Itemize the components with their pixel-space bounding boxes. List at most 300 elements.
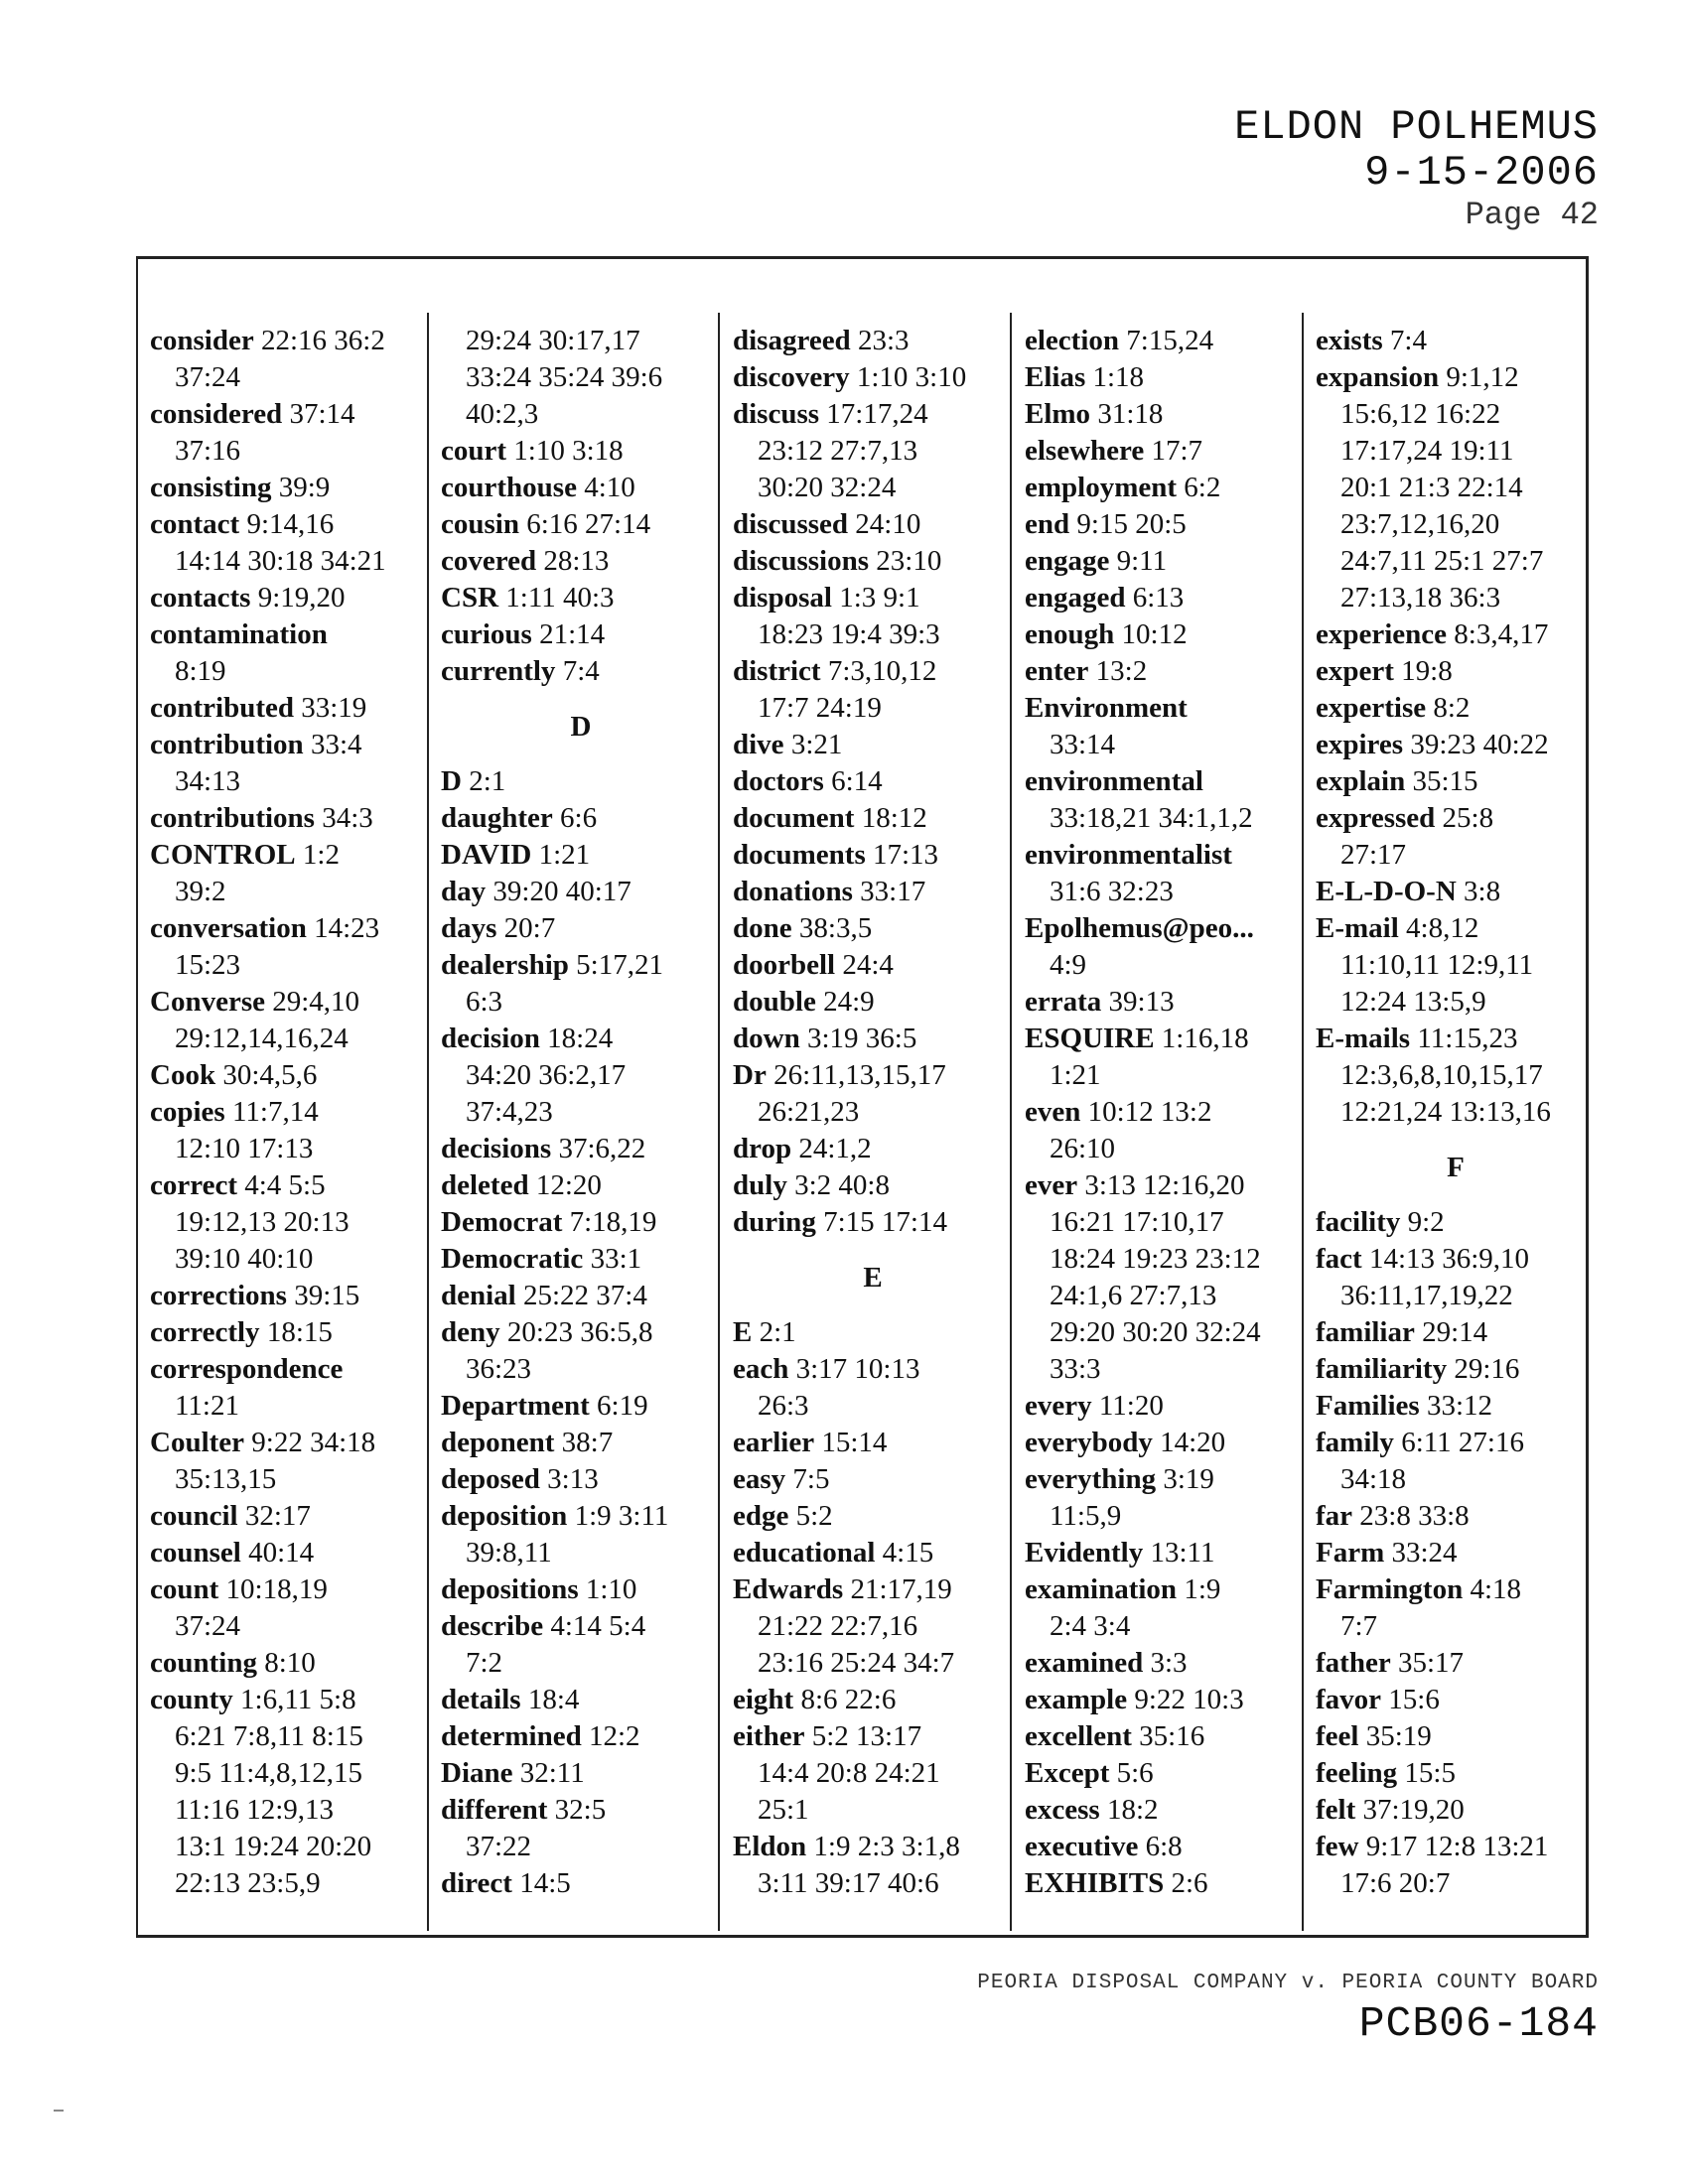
index-term: familiarity [1316,1353,1448,1385]
index-entry-line [441,1792,721,1829]
index-entry-line [733,1718,1013,1755]
index-entry-line [441,1682,721,1718]
index-term: environmental [1025,765,1203,797]
page-line-refs: 6:16 27:14 [526,508,651,540]
index-term: contacts [150,582,251,614]
page-line-refs: 21:17,19 [850,1573,952,1605]
index-term: dealership [441,949,569,981]
index-entry-line [1025,580,1305,616]
index-entry-line [733,1755,1013,1792]
index-entry-line [733,1388,1013,1425]
index-term: either [733,1720,805,1752]
index-entry-line [441,1755,721,1792]
page-line-refs: 38:7 [561,1427,614,1458]
index-entry-line [441,1388,721,1425]
index-entry-line [1025,727,1305,763]
index-entry-line [1316,1314,1596,1351]
index-term: cousin [441,508,519,540]
page-line-refs: 40:2,3 [466,398,539,430]
index-entry-line [1316,1645,1596,1682]
index-term: Democrat [441,1206,563,1238]
index-term: discuss [733,398,820,430]
index-entry-line [1025,1388,1305,1425]
page-line-refs: 9:22 10:3 [1134,1684,1244,1715]
page-line-refs: 4:4 5:5 [244,1169,326,1201]
index-term: documents [733,839,866,871]
page-line-refs: 24:10 [855,508,921,540]
index-term: correctly [150,1316,260,1348]
page-line-refs: 9:11 [1116,545,1168,577]
index-term: contributed [150,692,294,724]
index-entry-line [733,763,1013,800]
index-term: Department [441,1390,590,1422]
page-line-refs: 7:15,24 [1126,325,1214,356]
index-term: contact [150,508,240,540]
index-entry-line [1025,1204,1305,1241]
page-line-refs: 38:3,5 [798,912,873,944]
index-entry-line [1316,947,1596,984]
index-term: engage [1025,545,1110,577]
page-line-refs: 25:8 [1442,802,1494,834]
index-entry-line [733,690,1013,727]
index-entry-line [150,1755,430,1792]
index-entry-line [150,837,430,874]
index-term: environmentalist [1025,839,1232,871]
index-entry-line [1316,1425,1596,1461]
page-line-refs: 26:3 [758,1390,809,1422]
index-entry-line [733,1645,1013,1682]
index-entry-line [150,727,430,763]
index-entry-line [1316,1278,1596,1314]
index-entry-line [733,1792,1013,1829]
index-entry-line [150,1461,430,1498]
index-entry-line [1025,1718,1305,1755]
page-line-refs: 29:12,14,16,24 [175,1023,349,1054]
page-line-refs: 3:13 [547,1463,599,1495]
index-term: doorbell [733,949,836,981]
page-line-refs: 35:16 [1139,1720,1205,1752]
index-entry-line [1025,1094,1305,1131]
index-entry-line [1316,690,1596,727]
index-term: Democratic [441,1243,584,1275]
index-term: courthouse [441,472,577,503]
index-term: conversation [150,912,307,944]
index-entry-line [150,800,430,837]
index-entry-line [1025,1829,1305,1865]
index-term: currently [441,655,556,687]
index-entry-line [1025,1021,1305,1057]
page-line-refs: 39:2 [175,876,226,907]
page-line-refs: 12:2 [589,1720,640,1752]
page-line-refs: 39:10 40:10 [175,1243,314,1275]
index-term: feeling [1316,1757,1398,1789]
page-line-refs: 3:17 10:13 [795,1353,920,1385]
index-entry-line [441,1535,721,1571]
index-entry-line [150,616,430,653]
index-column-2 [441,323,721,1902]
index-term: details [441,1684,521,1715]
page-line-refs: 24:9 [823,986,875,1018]
index-term: E-mail [1316,912,1399,944]
index-entry-line [441,1645,721,1682]
case-caption: PEORIA DISPOSAL COMPANY v. PEORIA COUNTY BOARD [977,1972,1599,1994]
page-line-refs: 33:17 [860,876,926,907]
index-entry-line [1025,1865,1305,1902]
index-entry-line [733,323,1013,359]
index-term: county [150,1684,233,1715]
page-line-refs: 6:6 [560,802,598,834]
index-term: favor [1316,1684,1382,1715]
page-line-refs: 19:12,13 20:13 [175,1206,350,1238]
page-line-refs: 26:10 [1050,1133,1116,1164]
index-term: everybody [1025,1427,1153,1458]
index-entry-line [1025,910,1305,947]
page-line-refs: 6:2 [1184,472,1221,503]
index-entry-line [150,470,430,506]
index-term: excellent [1025,1720,1132,1752]
index-entry-line [1025,1167,1305,1204]
index-entry-line [441,1094,721,1131]
index-entry-line [441,874,721,910]
page-line-refs: 37:4,23 [466,1096,553,1128]
section-letter: E [863,1262,883,1294]
index-entry-line [441,1461,721,1498]
index-term: discussed [733,508,849,540]
page-line-refs: 15:14 [821,1427,888,1458]
index-term: Eldon [733,1831,807,1862]
index-term: expires [1316,729,1404,760]
page-line-refs: 2:1 [759,1316,796,1348]
index-entry-line [150,1131,430,1167]
index-entry-line [733,359,1013,396]
index-entry-line [1316,1204,1596,1241]
page-line-refs: 27:13,18 36:3 [1340,582,1501,614]
page-line-refs: 33:24 [1391,1537,1458,1569]
index-term: consisting [150,472,272,503]
index-term: enough [1025,618,1115,650]
index-term: Elmo [1025,398,1091,430]
index-term: days [441,912,497,944]
index-term: doctors [733,765,824,797]
page-line-refs: 37:16 [175,435,241,467]
index-term: deponent [441,1427,555,1458]
index-term: expertise [1316,692,1427,724]
index-entry-line [733,1608,1013,1645]
page-line-refs: 9:1,12 [1446,361,1519,393]
index-entry-line [150,653,430,690]
index-term: familiar [1316,1316,1415,1348]
index-term: day [441,876,487,907]
index-entry-line [1316,1498,1596,1535]
page-line-refs: 12:24 13:5,9 [1340,986,1486,1018]
index-term: examination [1025,1573,1178,1605]
index-entry-line [150,396,430,433]
index-entry-line [1025,359,1305,396]
page-line-refs: 11:16 12:9,13 [175,1794,335,1826]
index-term: donations [733,876,853,907]
page-line-refs: 17:17,24 19:11 [1340,435,1514,467]
index-entry-line [441,1204,721,1241]
index-entry-line [441,1241,721,1278]
page-line-refs: 11:10,11 12:9,11 [1340,949,1534,981]
page-line-refs: 10:12 13:2 [1087,1096,1212,1128]
index-term: counting [150,1647,257,1679]
page-line-refs: 35:15 [1412,765,1478,797]
page-line-refs: 8:6 22:6 [800,1684,897,1715]
page-line-refs: 32:5 [554,1794,607,1826]
index-term: depositions [441,1573,579,1605]
index-entry-line [733,1167,1013,1204]
index-term: even [1025,1096,1081,1128]
index-term: discussions [733,545,870,577]
page-line-refs: 12:10 17:13 [175,1133,314,1164]
deposition-date: 9-15-2006 [1364,149,1599,197]
index-term: excess [1025,1794,1100,1826]
index-term: fact [1316,1243,1362,1275]
index-term: explain [1316,765,1406,797]
page-line-refs: 9:14,16 [246,508,335,540]
page-line-refs: 15:6,12 16:22 [1340,398,1501,430]
page-line-refs: 37:14 [289,398,355,430]
page-line-refs: 18:24 19:23 23:12 [1050,1243,1261,1275]
page-line-refs: 1:21 [1050,1059,1101,1091]
index-entry-line [733,506,1013,543]
page-line-refs: 33:3 [1050,1353,1101,1385]
index-entry-line [1025,1314,1305,1351]
index-entry-line [733,1682,1013,1718]
index-entry-line [1316,1682,1596,1718]
index-term: district [733,655,821,687]
index-term: copies [150,1096,225,1128]
index-entry-line [733,1571,1013,1608]
page-line-refs: 33:1 [590,1243,642,1275]
index-entry-line [733,1094,1013,1131]
index-entry-line [1316,727,1596,763]
page-line-refs: 1:9 3:11 [574,1500,669,1532]
index-entry-line [441,323,721,359]
index-term: Except [1025,1757,1110,1789]
scan-mark [54,2110,64,2112]
page-line-refs: 6:3 [466,986,503,1018]
index-entry-line [1025,1425,1305,1461]
index-entry-line [150,543,430,580]
page-line-refs: 39:15 [294,1280,360,1311]
index-entry-line [441,1021,721,1057]
page-line-refs: 29:4,10 [272,986,360,1018]
page-line-refs: 1:10 3:10 [856,361,967,393]
page-line-refs: 3:8 [1464,876,1501,907]
index-entry-line [150,1829,430,1865]
page-line-refs: 33:19 [301,692,367,724]
index-entry-line [441,1167,721,1204]
index-term: edge [733,1500,789,1532]
page-line-refs: 29:20 30:20 32:24 [1050,1316,1261,1348]
page-line-refs: 2:4 3:4 [1050,1610,1131,1642]
index-term: document [733,802,855,834]
page-line-refs: 7:4 [562,655,600,687]
page-line-refs: 4:9 [1050,949,1087,981]
page-line-refs: 37:22 [466,1831,532,1862]
index-entry-line [1316,1755,1596,1792]
index-entry-line [733,1204,1013,1241]
page-line-refs: 22:13 23:5,9 [175,1867,321,1899]
page-line-refs: 5:17,21 [576,949,663,981]
index-entry-line [441,800,721,837]
page-line-refs: 4:18 [1470,1573,1522,1605]
page-line-refs: 4:14 5:4 [550,1610,646,1642]
page-line-refs: 24:7,11 25:1 27:7 [1340,545,1544,577]
page-line-refs: 11:5,9 [1050,1500,1122,1532]
index-entry-line [150,1718,430,1755]
page-line-refs: 11:7,14 [231,1096,319,1128]
index-entry-line [1316,1351,1596,1388]
page-line-refs: 29:24 30:17,17 [466,325,640,356]
index-entry-line [1025,1535,1305,1571]
page-line-refs: 6:13 [1132,582,1185,614]
index-entry-line [441,1131,721,1167]
index-entry-line [1025,616,1305,653]
index-entry-line [1025,1278,1305,1314]
index-term: covered [441,545,537,577]
index-entry-line [441,396,721,433]
index-term: describe [441,1610,544,1642]
index-entry-line [1316,874,1596,910]
index-entry-line [1025,1461,1305,1498]
index-term: DAVID [441,839,532,871]
index-entry-line [1025,1682,1305,1718]
index-entry-line [150,910,430,947]
index-term: direct [441,1867,512,1899]
index-entry-line [1025,1351,1305,1388]
index-entry-line [1025,1241,1305,1278]
page-line-refs: 3:3 [1150,1647,1188,1679]
page-line-refs: 1:3 9:1 [839,582,920,614]
index-entry-line [441,947,721,984]
index-entry-line [441,910,721,947]
page-line-refs: 35:19 [1365,1720,1432,1752]
index-term: father [1316,1647,1391,1679]
index-column-1 [150,323,430,1902]
page-line-refs: 40:14 [248,1537,315,1569]
page-line-refs: 30:4,5,6 [222,1059,318,1091]
index-entry-line [1316,1571,1596,1608]
index-term: deny [441,1316,500,1348]
index-entry-line [150,580,430,616]
index-term: expansion [1316,361,1440,393]
page-line-refs: 33:12 [1426,1390,1493,1422]
page-line-refs: 36:11,17,19,22 [1340,1280,1513,1311]
index-term: E-mails [1316,1023,1411,1054]
index-term: deleted [441,1169,529,1201]
page-line-refs: 26:21,23 [758,1096,860,1128]
index-entry-line [1025,763,1305,800]
page-line-refs: 2:6 [1171,1867,1208,1899]
index-term: educational [733,1537,876,1569]
index-term: CONTROL [150,839,296,871]
page-line-refs: 13:1 19:24 20:20 [175,1831,372,1862]
section-letter: D [570,711,592,743]
index-term: errata [1025,986,1102,1018]
index-entry-line [150,359,430,396]
page-line-refs: 23:16 25:24 34:7 [758,1647,955,1679]
page-line-refs: 33:18,21 34:1,1,2 [1050,802,1253,834]
index-term: court [441,435,507,467]
index-entry-line [441,1829,721,1865]
index-entry-line [733,653,1013,690]
index-term: examined [1025,1647,1144,1679]
index-term: decision [441,1023,540,1054]
index-term: expert [1316,655,1394,687]
page-line-refs: 6:14 [831,765,883,797]
page-line-refs: 14:14 30:18 34:21 [175,545,386,577]
page-line-refs: 9:19,20 [257,582,346,614]
index-entry-line [441,763,721,800]
index-entry-line [150,1167,430,1204]
index-term: curious [441,618,532,650]
index-entry-line [1025,1498,1305,1535]
page-line-refs: 23:10 [876,545,942,577]
page-line-refs: 35:17 [1397,1647,1464,1679]
page-line-refs: 10:18,19 [225,1573,328,1605]
index-entry-line [150,690,430,727]
page-line-refs: 9:17 12:8 13:21 [1365,1831,1549,1862]
index-entry-line [1316,1718,1596,1755]
index-term: enter [1025,655,1089,687]
index-term: deposition [441,1500,568,1532]
index-entry-line [150,1094,430,1131]
page-line-refs: 9:5 11:4,8,12,15 [175,1757,363,1789]
index-term: Diane [441,1757,513,1789]
page-line-refs: 18:23 19:4 39:3 [758,618,940,650]
page-line-refs: 5:2 13:17 [811,1720,922,1752]
index-entry-line [1025,396,1305,433]
page-line-refs: 16:21 17:10,17 [1050,1206,1224,1238]
index-term: different [441,1794,548,1826]
index-term: Evidently [1025,1537,1144,1569]
index-entry-line [1316,800,1596,837]
page-line-refs: 20:23 36:5,8 [506,1316,653,1348]
index-entry-line [1025,433,1305,470]
index-term: executive [1025,1831,1139,1862]
index-term: felt [1316,1794,1356,1826]
page-line-refs: 18:15 [266,1316,333,1348]
index-term: determined [441,1720,582,1752]
page-line-refs: 29:16 [1454,1353,1520,1385]
index-entry-line [1316,1461,1596,1498]
index-term: contribution [150,729,304,760]
index-term: denial [441,1280,516,1311]
index-entry-line [441,433,721,470]
index-entry-line [441,359,721,396]
index-entry-line [733,727,1013,763]
page-line-refs: 23:8 33:8 [1359,1500,1470,1532]
index-entry-line [441,837,721,874]
page-line-refs: 3:13 12:16,20 [1084,1169,1245,1201]
index-entry-line [1316,1792,1596,1829]
index-entry-line [733,1021,1013,1057]
page-line-refs: 5:6 [1116,1757,1154,1789]
index-entry-line [1316,1241,1596,1278]
page-line-refs: 7:5 [792,1463,830,1495]
page-line-refs: 18:2 [1106,1794,1159,1826]
index-term: everything [1025,1463,1157,1495]
page-line-refs: 1:11 40:3 [505,582,615,614]
page-line-refs: 17:13 [872,839,939,871]
page-line-refs: 5:2 [795,1500,833,1532]
index-entry-line [733,947,1013,984]
index-entry-line [441,470,721,506]
index-entry-line [1025,506,1305,543]
